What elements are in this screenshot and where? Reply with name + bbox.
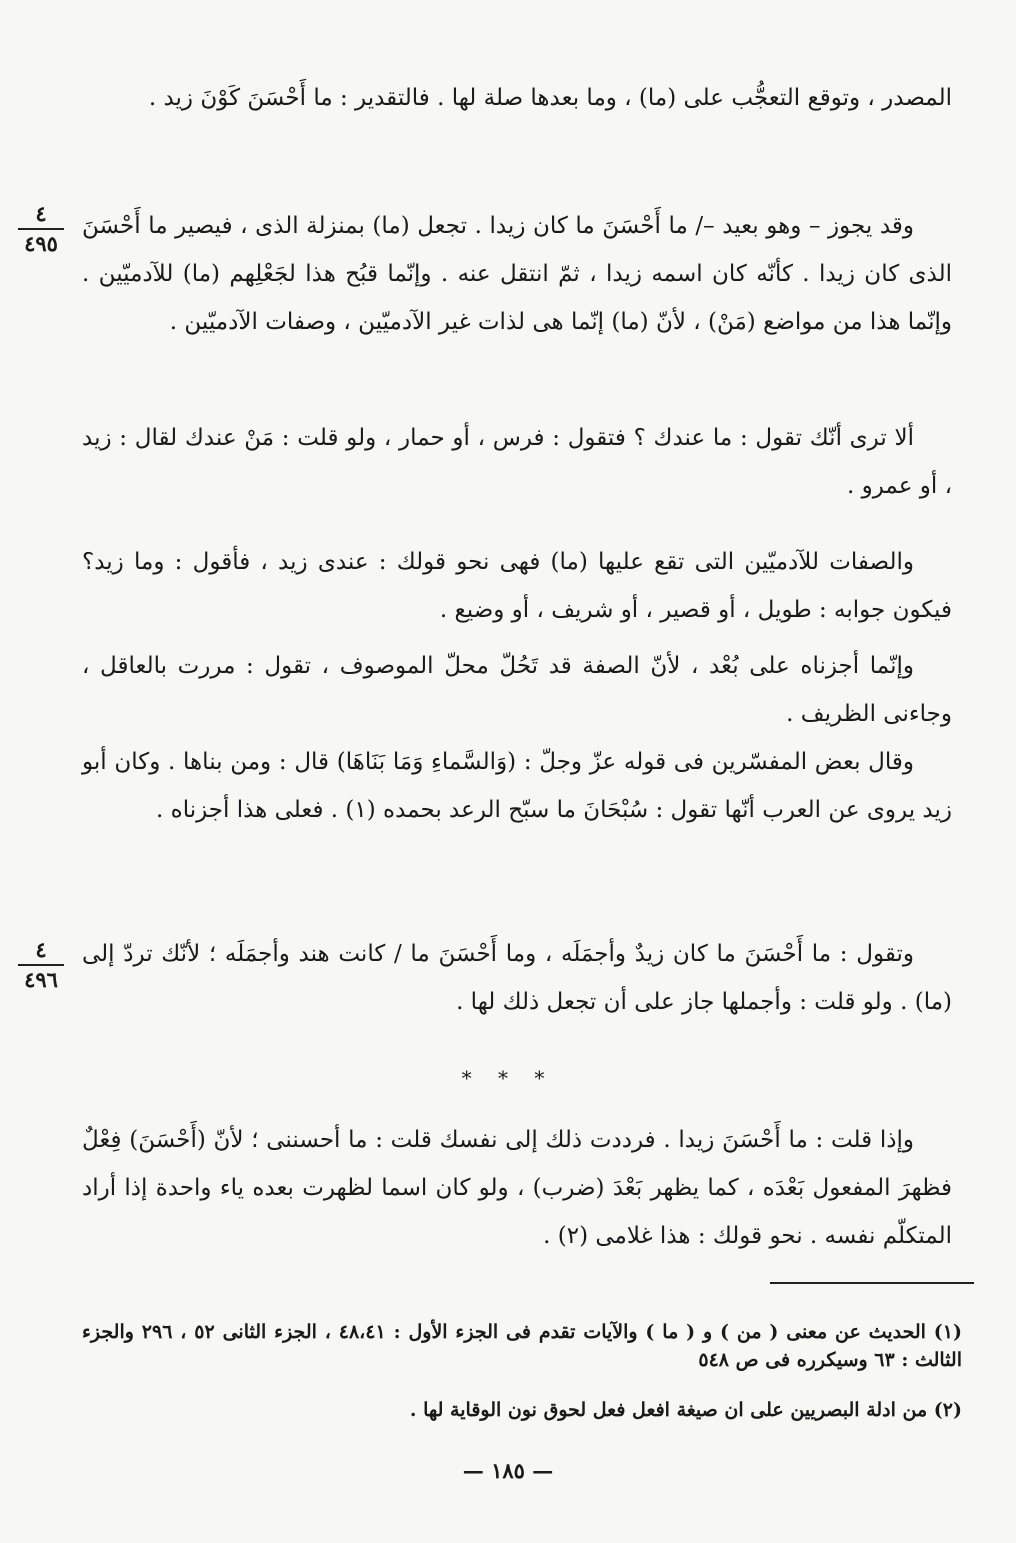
paragraph-text: والصفات للآدميّين التى تقع عليها (ما) فهى نحو قولك : عندى زيد ، فأقول : وما زيد؟ فيكون جوابه : طويل ، أو قصير ، أو شريف ، أو وضيع . — [82, 549, 952, 623]
paragraph — [82, 930, 952, 1026]
section-separator: * * * — [461, 1066, 555, 1090]
paragraph-text: وقد يجوز – وهو بعيد –/ ما أَحْسَنَ ما كان زيدا . تجعل (ما) بمنزلة الذى ، فيصير ما أَحْسَنَ الذى كان زيدا . كأنّه كان اسمه زيدا ، ثمّ انتقل عنه . وإنّما قبُح هذا لجَعْلِهم (ما) للآدميّين . وإنّما هذا من مواضع (مَنْ) ، لأنّ (ما) إنّما هى لذات غير الآدميّين ، وصفات الآدميّين . — [82, 213, 952, 335]
margin-ref-volume: ٤ — [35, 937, 47, 962]
margin-page-reference — [18, 938, 64, 992]
paragraph-text: وإذا قلت : ما أَحْسَنَ زيدا . فرددت ذلك إلى نفسك قلت : ما أحسننى ؛ لأنّ (أَحْسَنَ) فِعْلٌ فظهرَ المفعول بَعْدَه ، كما يظهر بَعْدَ (ضرب) ، ولو كان اسما لظهرت بعده ياء واحدة إذا أراد المتكلّم نفسه . نحو قولك : هذا غلامى (٢) . — [82, 1127, 952, 1249]
paragraph — [82, 538, 952, 634]
paragraph-text: وقال بعض المفسّرين فى قوله عزّ وجلّ : (وَالسَّماءِ وَمَا بَنَاهَا) قال : ومن بناها . وكان أبو زيد يروى عن العرب أنّها تقول : سُبْحَانَ ما سبّح الرعد بحمده (١) . فعلى هذا أجزناه . — [82, 749, 952, 823]
footnote: (٢) من ادلة البصريين على ان صيغة افعل فعل لحوق نون الوقاية لها . — [409, 1399, 962, 1421]
paragraph — [82, 1116, 952, 1260]
paragraph-text: المصدر ، وتوقع التعجُّب على (ما) ، وما بعدها صلة لها . فالتقدير : ما أَحْسَنَ كَوْنَ زيد . — [148, 85, 952, 111]
paragraph-text: ألا ترى أنّك تقول : ما عندك ؟ فتقول : فرس ، أو حمار ، ولو قلت : مَنْ عندك لقال : زيد ، أو عمرو . — [82, 425, 952, 499]
page-number: — ١٨٥ — — [462, 1458, 554, 1483]
paragraph — [82, 74, 952, 122]
paragraph-text: وإنّما أجزناه على بُعْد ، لأنّ الصفة قد تَحُلّ محلّ الموصوف ، تقول : مررت بالعاقل ، وجاءنى الظريف . — [82, 653, 952, 727]
margin-ref-divider — [18, 964, 64, 966]
paragraph-text: وتقول : ما أَحْسَنَ ما كان زيدٌ وأجمَلَه ، وما أَحْسَنَ ما / كانت هند وأجمَلَه ؛ لأنّك تردّ إلى (ما) . ولو قلت : وأجملها جاز على أن تجعل ذلك لها . — [82, 941, 952, 1015]
paragraph — [82, 414, 952, 510]
paragraph — [82, 202, 952, 346]
margin-ref-volume: ٤ — [35, 201, 47, 226]
margin-ref-divider — [18, 228, 64, 230]
footnote: (١) الحديث عن معنى ( من ) و ( ما ) والآيات تقدم فى الجزء الأول : ٤٨،٤١ ، الجزء الثانى ٥٢ ، ٢٩٦ والجزء الثالث : ٦٣ وسيكرره فى ص ٥٤٨ — [82, 1321, 962, 1371]
margin-page-reference — [18, 202, 64, 256]
paragraph — [82, 642, 952, 738]
margin-ref-page: ٤٩٦ — [24, 967, 58, 992]
footnote-divider — [770, 1282, 974, 1284]
paragraph — [82, 738, 952, 834]
margin-ref-page: ٤٩٥ — [24, 231, 58, 256]
